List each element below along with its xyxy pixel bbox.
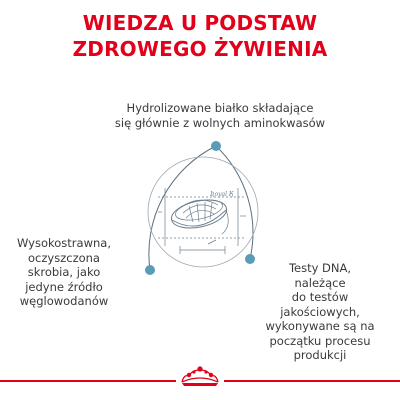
caption-line: Wysokostrawna,	[17, 236, 111, 250]
caption-line: oczyszczona	[28, 250, 100, 265]
connector-dot-top	[211, 141, 221, 151]
caption-line: do testów	[291, 290, 349, 304]
caption-line: jedyne źródło	[25, 279, 103, 294]
caption-line: skrobia, jako	[27, 265, 101, 279]
title-line-2: ZDROWEGO ŻYWIENIA	[72, 37, 328, 61]
caption-line: należące	[294, 275, 346, 290]
caption-line: wykonywane są na	[265, 319, 375, 333]
caption-line: węglowodanów	[19, 294, 109, 308]
caption-line: początku procesu	[269, 333, 371, 348]
caption-line: Hydrolizowane białko składające	[126, 101, 314, 115]
connector-dot-left	[145, 265, 155, 275]
caption-dna-tests	[258, 261, 382, 363]
connector-dot-right	[245, 254, 255, 264]
footer-divider-left	[0, 380, 176, 382]
caption-line: Testy DNA,	[288, 261, 352, 275]
sketch-label: Ʀoyal Ӄ	[210, 191, 234, 198]
caption-starch	[4, 236, 124, 309]
footer-divider-right	[224, 380, 400, 382]
inner-sketch-circle	[148, 157, 258, 267]
outer-circle-arc-left	[149, 146, 216, 270]
caption-protein	[100, 101, 340, 130]
caption-line: produkcji	[293, 348, 347, 362]
title-line-1: WIEDZA U PODSTAW	[82, 11, 318, 35]
caption-line: jakościowych,	[280, 304, 360, 319]
caption-line: się głównie z wolnych aminokwasów	[114, 115, 326, 130]
royal-canin-crown-icon	[178, 364, 222, 388]
